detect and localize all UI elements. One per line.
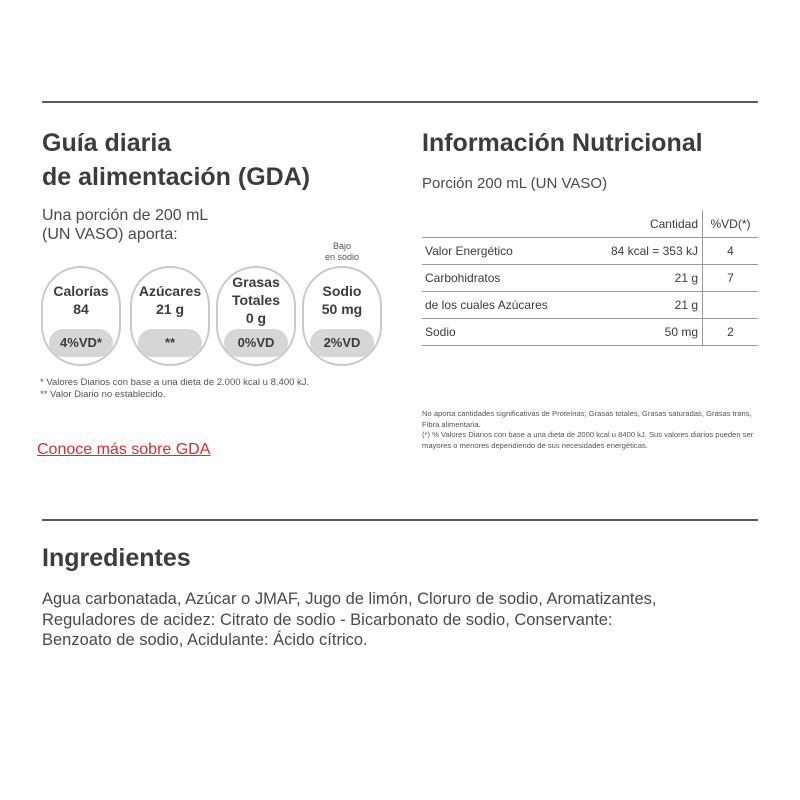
- gda-sodium: Sodio 50 mg 2%VD: [302, 266, 382, 366]
- gda-sugars: Azúcares 21 g **: [130, 266, 210, 366]
- gda-fats: Grasas Totales 0 g 0%VD: [216, 266, 296, 366]
- nutrition-footnotes: No aporta cantidades significativas de Proteínas, Grasas totales, Grasas saturadas, Grasas trans, Fibra alimentaria. (*) % Valores Diarios con base a una dieta de 2000 kcal u 8400 kJ. Sus valores diarios pueden ser mayores o menores dependiendo de sus necesidades energéticas.: [422, 409, 754, 450]
- table-row: Sodio 50 mg 2: [422, 319, 758, 346]
- top-divider: [42, 101, 758, 103]
- gda-more-link[interactable]: Conoce más sobre GDA: [37, 441, 211, 458]
- table-row: Carbohidratos 21 g 7: [422, 265, 758, 292]
- nutrition-title: Información Nutricional: [422, 129, 703, 157]
- gda-calories: Calorías 84 4%VD*: [41, 266, 121, 366]
- ingredients-title: Ingredientes: [42, 544, 191, 572]
- nutrition-table: [422, 211, 758, 346]
- qty-header: Cantidad: [584, 211, 702, 238]
- nutrition-portion: Porción 200 mL (UN VASO): [422, 175, 608, 192]
- gda-footnotes: * Valores Diarios con base a una dieta de 2.000 kcal u 8.400 kJ. ** Valor Diario no establecido.: [40, 377, 310, 400]
- ingredients-text: Agua carbonatada, Azúcar o JMAF, Jugo de limón, Cloruro de sodio, Aromatizantes, Reguladores de acidez: Citrato de sodio - Bicarbonato de sodio, Conservante: Benzoato de sodio, Acidulante: Ácido cítrico.: [42, 590, 657, 649]
- calories-vd-pill: 4%VD*: [49, 329, 113, 357]
- table-row: Valor Energético 84 kcal = 353 kJ 4: [422, 238, 758, 265]
- table-header-row: [422, 211, 758, 238]
- table-row: de los cuales Azúcares 21 g: [422, 292, 758, 319]
- middle-divider: [42, 519, 758, 521]
- sugars-vd-pill: **: [138, 329, 202, 357]
- vd-header: %VD(*): [703, 211, 759, 238]
- gda-intro: Una porción de 200 mL (UN VASO) aporta:: [42, 207, 209, 243]
- sodium-vd-pill: 2%VD: [310, 329, 374, 357]
- gda-title: Guía diaria de alimentación (GDA): [42, 129, 311, 191]
- low-sodium-label: Bajo en sodio: [324, 241, 360, 262]
- fats-vd-pill: 0%VD: [224, 329, 288, 357]
